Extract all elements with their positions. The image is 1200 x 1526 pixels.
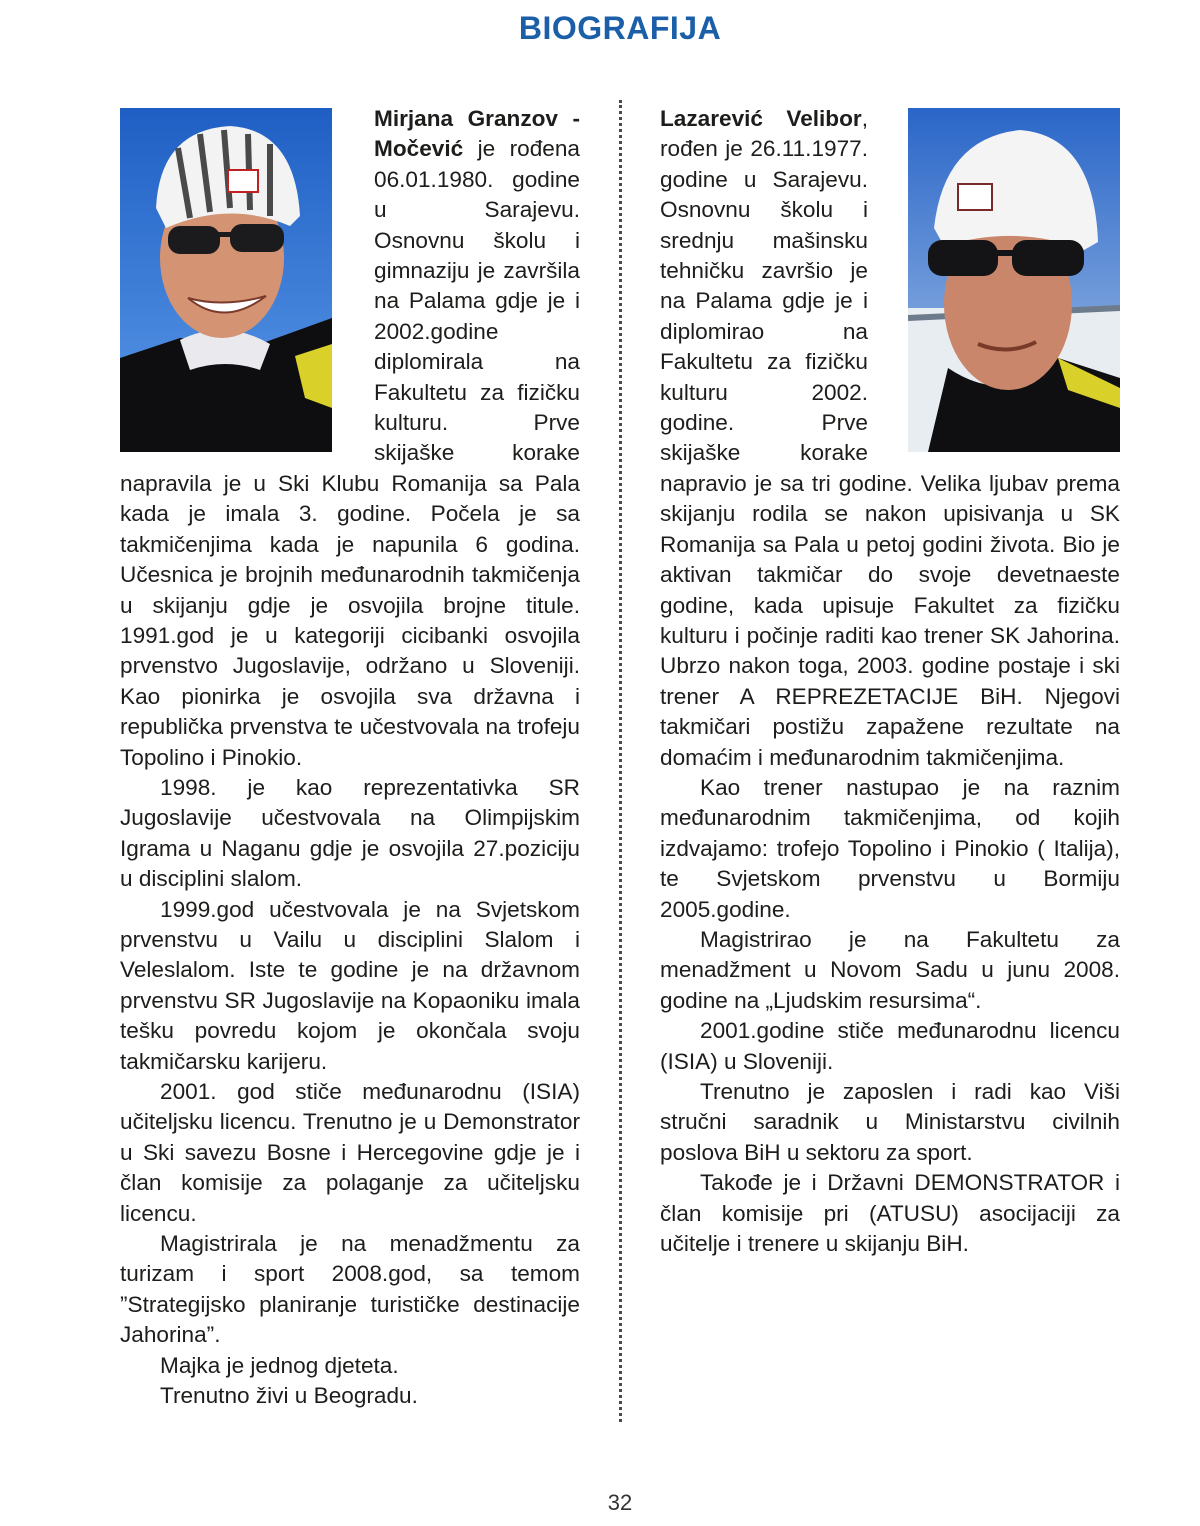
paragraph: 2001. god stiče međunarodnu (ISIA) učiteljsku licencu. Trenutno je u Demonstrator u Ski savezu Bosne i Hercegovine gdje je i član komisije za polaganje za učiteljsku licencu. <box>120 1079 580 1226</box>
person-name: Lazarević Velibor <box>660 106 862 131</box>
biography-left-column <box>120 104 580 1411</box>
biography-right-column <box>660 104 1120 1259</box>
paragraph: 1998. je kao reprezentativka SR Jugoslavije učestvovala na Olimpijskim Igrama u Naganu gdje je osvojila 27.poziciju u disciplini slalom. <box>120 774 580 892</box>
intro-text: , rođen je 26.11.1977. godine u Sarajevu. Osnovnu školu i srednju mašinsku tehničku završio je na Palama gdje je i diplomirao na Fakultetu za fizičku kulturu 2002. godine. Prve skijaške korake napravio je sa tri godine. Velika ljubav prema skijanju rodila se nakon upisivanja u SK Romanija sa Pala u petoj godini života. Bio je aktivan takmičar do svoje devetnaeste godine, kada upisuje Fakultet za fizičku kulturu i počinje raditi kao trener SK Jahorina. Ubrzo nakon toga, 2003. godine postaje i ski trener A REPREZETACIJE BiH. Njegovi takmičari postižu zapažene rezultate na domaćim i međunarodnim takmičenjima. <box>660 106 1120 770</box>
paragraph: Takođe je i Državni DEMONSTRATOR i član komisije pri (ATUSU) asocijaciji za učitelje i trenere u skijanju BiH. <box>660 1170 1120 1257</box>
paragraph: Magistrirao je na Fakultetu za menadžment u Novom Sadu u junu 2008. godine na „Ljudskim resursima“. <box>660 926 1120 1013</box>
paragraph: Magistrirala je na menadžmentu za turizam i sport 2008.god, sa temom ”Strategijsko planiranje turističke destinacije Jahorina”. <box>120 1231 580 1348</box>
paragraph: Majka je jednog djeteta. <box>160 1352 399 1378</box>
person-name: Mirjana Granzov - Močević <box>374 106 580 162</box>
page-number: 32 <box>607 1490 633 1515</box>
paragraph: Trenutno je zaposlen i radi kao Viši stručni saradnik u Ministarstvu civilnih poslova BiH u sektoru za sport. <box>660 1079 1120 1165</box>
paragraph: Kao trener nastupao je na raznim međunarodnim takmičenjima, od kojih izdvajamo: trofejo Topolino i Pinokio ( Italija), te Svjetskom prvenstvu u Bormiju 2005.godine. <box>660 774 1120 922</box>
paragraph: Trenutno živi u Beogradu. <box>160 1383 418 1409</box>
paragraph: 1999.god učestvovala je na Svjetskom prvenstvu u Vailu u disciplini Slalom i Veleslalom. Iste te godine je na državnom prvenstvu SR Jugoslavije na Kopaoniku imala tešku povredu kojom je okončala svoju takmičarsku karijeru. <box>120 896 580 1074</box>
paragraph: 2001.godine stiče međunarodnu licencu (ISIA) u Sloveniji. <box>660 1018 1120 1074</box>
page-title: BIOGRAFIJA <box>518 10 722 46</box>
portrait-photo-mirjana <box>120 108 332 452</box>
portrait-photo-velibor <box>908 108 1120 452</box>
intro-text: je rođena 06.01.1980. godine u Sarajevu. Osnovnu školu i gimnaziju je završila na Palama gdje je i 2002.godine diplomirala na Fakultetu za fizičku kulturu. Prve skijaške korake napravila je u Ski Klubu Romanija sa Pala kada je imala 3. godine. Počela je sa takmičenjima kada je napunila 6 godina. Učesnica je brojnih međunarodnih takmičenja u skijanju gdje je osvojila brojne titule. 1991.god je u kategoriji cicibanki osvojila prvenstvo Jugoslavije, održano u Sloveniji. Kao pionirka je osvojila sva državna i republička prvenstva te učestvovala na trofeju Topolino i Pinokio. <box>120 136 580 770</box>
column-divider <box>619 100 622 1422</box>
